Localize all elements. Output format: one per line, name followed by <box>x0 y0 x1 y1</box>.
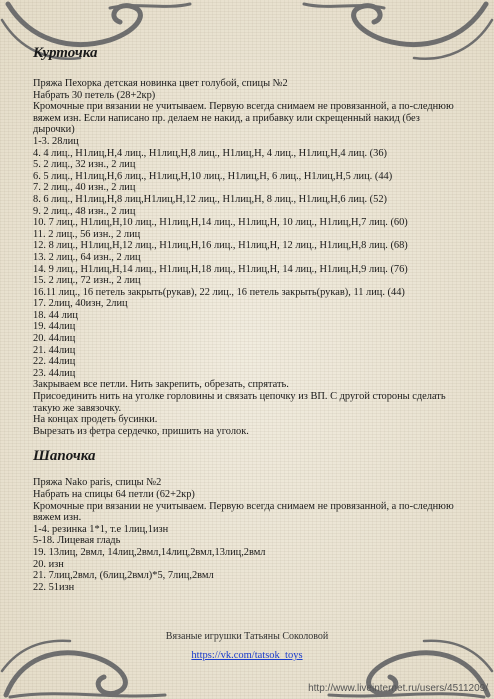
instruction-line: 23. 44лиц <box>33 367 76 379</box>
instruction-line: 7. 2 лиц., 40 изн., 2 лиц <box>33 182 136 194</box>
instruction-line: 20. 44лиц <box>33 333 76 345</box>
section-title-hat: Шапочка <box>33 448 96 465</box>
instruction-line: 19. 13лиц, 2вмл, 14лиц,2вмл,14лиц,2вмл,13лиц,2вмл <box>33 546 266 558</box>
instruction-line: Кромочные при вязании не учитываем. Первую всегда снимаем не провязанной, а по-следнюю вяжем изн. <box>33 500 454 524</box>
instruction-line: 13. 2 лиц., 64 изн., 2 лиц <box>33 251 141 263</box>
pattern-document <box>33 44 463 593</box>
instruction-line: 9. 2 лиц., 48 изн., 2 лиц <box>33 205 136 217</box>
instruction-line: 5-18. Лицевая гладь <box>33 535 121 547</box>
instruction-line: Набрать на спицы 64 петли (62+2кр) <box>33 489 195 500</box>
instruction-line: Закрываем все петли. Нить закрепить, обрезать, спрятать. <box>33 379 289 391</box>
instruction-line: Пряжа Пехорка детская новинка цвет голубой, спицы №2 <box>33 78 288 89</box>
instruction-line: 1-4. резинка 1*1, т.е 1лиц,1изн <box>33 523 169 535</box>
instruction-line: 17. 2лиц, 40изн, 2лиц <box>33 298 128 310</box>
instruction-line: 19. 44лиц <box>33 321 76 333</box>
instruction-line: Кромочные при вязании не учитываем. Первую всегда снимаем не провязанной, а по-следнюю вяжем изн. Если написано пр. делаем не накид, а прибавку или скрещенный накид (без дырочки) <box>33 101 454 136</box>
instruction-line: 4. 4 лиц., Н1лиц,Н,4 лиц., Н1лиц,Н,8 лиц., Н1лиц,Н, 4 лиц., Н1лиц,Н,4 лиц. (36) <box>33 147 387 159</box>
hat-instructions <box>33 477 463 593</box>
instruction-line: 11. 2 лиц., 56 изн., 2 лиц <box>33 228 141 240</box>
instruction-line: 12. 8 лиц., Н1лиц,Н,12 лиц., Н1лиц,Н,16 лиц., Н1лиц,Н, 12 лиц., Н1лиц,Н,8 лиц. (68) <box>33 240 408 252</box>
instruction-line: 20. изн <box>33 558 64 570</box>
instruction-line: Пряжа Nako paris, спицы №2 <box>33 477 162 489</box>
instruction-line: 18. 44 лиц <box>33 309 78 321</box>
instruction-line: 5. 2 лиц., 32 изн., 2 лиц <box>33 159 136 171</box>
instruction-line: 8. 6 лиц., Н1лиц,Н,8 лиц,Н1лиц,Н,12 лиц., Н1лиц,Н, 8 лиц., Н1лиц,Н,6 лиц. (52) <box>33 193 387 205</box>
instruction-line: Присоединить нить на уголке горловины и связать цепочку из ВП. С другой стороны сделать такую же завязочку. <box>33 391 446 414</box>
instruction-line: 15. 2 лиц., 72 изн., 2 лиц <box>33 275 141 287</box>
instruction-line: 21. 7лиц,2вмл, (6лиц,2вмл)*5, 7лиц,2вмл <box>33 570 214 582</box>
instruction-line: На концах продеть бусинки. <box>33 414 158 426</box>
instruction-line: Вырезать из фетра сердечко, пришить на уголок. <box>33 425 249 437</box>
footer-author: Вязаные игрушки Татьяны Соколовой <box>165 631 329 642</box>
instruction-line: 10. 7 лиц., Н1лиц,Н,10 лиц., Н1лиц,Н,14 лиц., Н1лиц,Н, 10 лиц., Н1лиц,Н,7 лиц. (60) <box>33 217 408 229</box>
watermark-url: http://www.liveinternet.ru/users/4511209/ <box>308 683 488 694</box>
instruction-line: 6. 5 лиц., Н1лиц,Н,6 лиц., Н1лиц,Н,10 лиц., Н1лиц,Н, 6 лиц., Н1лиц,Н,5 лиц. (44) <box>33 170 393 182</box>
instruction-line: 14. 9 лиц., Н1лиц,Н,14 лиц., Н1лиц,Н,18 лиц., Н1лиц,Н, 14 лиц., Н1лиц,Н,9 лиц. (76) <box>33 263 408 275</box>
section-title-jacket: Курточка <box>33 45 98 61</box>
instruction-line: 22. 51изн <box>33 581 75 593</box>
footer-link[interactable]: https://vk.com/tatsok_toys <box>191 650 303 661</box>
instruction-line: Набрать 30 петель (28+2кр) <box>33 89 156 101</box>
instruction-line: 1-3. 28лиц <box>33 135 79 147</box>
jacket-instructions <box>33 78 463 437</box>
instruction-line: 21. 44лиц <box>33 344 76 356</box>
instruction-line: 16.11 лиц., 16 петель закрыть(рукав), 22 лиц., 16 петель закрыть(рукав), 11 лиц. (44) <box>33 286 405 298</box>
instruction-line: 22. 44лиц <box>33 356 76 368</box>
